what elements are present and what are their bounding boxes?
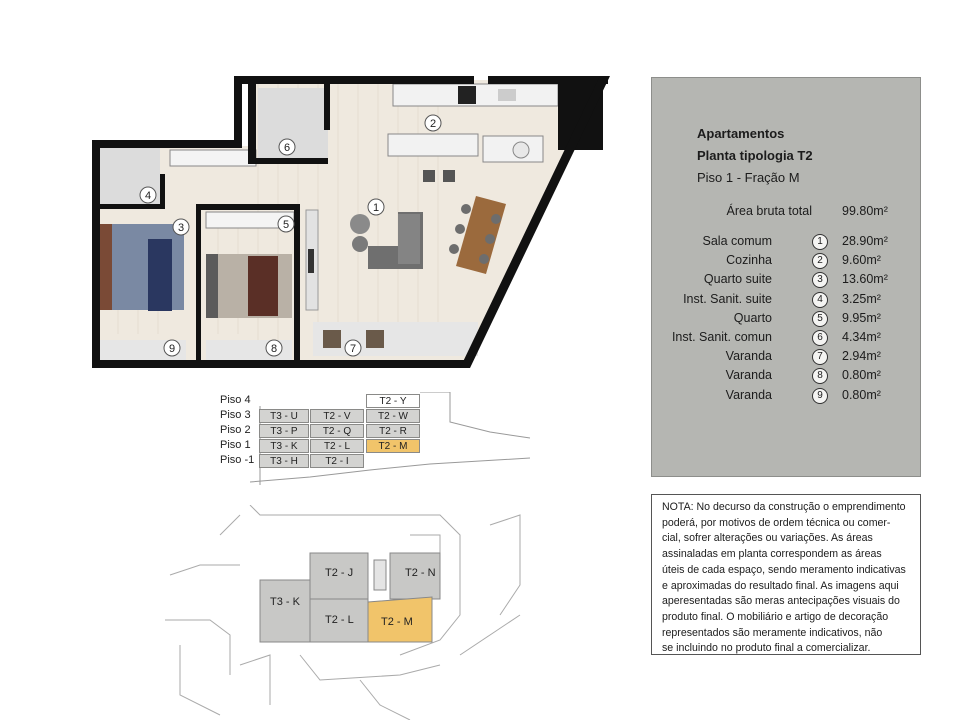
room-number-badge: 5 xyxy=(812,311,828,327)
unit-cell[interactable]: T2 - R xyxy=(366,424,420,438)
room-name: Inst. Sanit. suite xyxy=(683,291,772,306)
room-area-value: 4.34m² xyxy=(842,330,881,344)
unit-cell[interactable]: T3 - U xyxy=(259,409,309,423)
site-unit-l[interactable]: T2 - L xyxy=(325,614,354,626)
site-unit-j[interactable]: T2 - J xyxy=(325,567,354,579)
room-number-badge: 1 xyxy=(812,234,828,250)
floor-label-4: Piso 4 xyxy=(220,394,251,406)
note-line: poderá, por motivos de ordem técnica ou comer- xyxy=(662,516,891,529)
room-name: Varanda xyxy=(725,368,772,383)
total-area-row xyxy=(652,204,922,222)
note-line: úteis de cada espaço, sendo meramento indicativas xyxy=(662,563,906,576)
panel-subtitle: Planta tipologia T2 xyxy=(697,148,813,163)
unit-cell[interactable]: T2 - Q xyxy=(310,424,364,438)
note-line: se incluindo no produto final a comercializar. xyxy=(662,642,871,655)
room-name: Cozinha xyxy=(726,253,772,268)
unit-cell[interactable]: T2 - L xyxy=(310,439,364,453)
plan-label-1: 1 xyxy=(372,202,380,214)
note-line: produto final. O mobiliário e artigo de decoração xyxy=(662,610,889,623)
note-line: cial, sofrer alterações ou variações. As áreas xyxy=(662,532,873,545)
room-name: Varanda xyxy=(725,387,772,402)
floor-label-m1: Piso -1 xyxy=(220,454,255,466)
room-number-badge: 2 xyxy=(812,253,828,269)
room-number-badge: 9 xyxy=(812,388,828,404)
room-area-value: 0.80m² xyxy=(842,368,881,383)
site-unit-k[interactable]: T3 - K xyxy=(270,596,300,608)
note-box xyxy=(651,494,921,655)
room-area-value: 9.95m² xyxy=(842,310,881,325)
plan-label-9: 9 xyxy=(168,343,176,355)
note-line: representados são meramente indicativos, não xyxy=(662,626,883,639)
note-line: NOTA: No decurso da construção o emprendimento xyxy=(662,501,906,513)
total-area-label: Área bruta total xyxy=(726,204,812,218)
room-name: Inst. Sanit. comun xyxy=(671,330,772,344)
room-area-row xyxy=(652,272,922,290)
room-area-row xyxy=(652,234,922,252)
floor-plan xyxy=(88,74,610,368)
unit-cell[interactable]: T3 - P xyxy=(259,424,309,438)
unit-cell[interactable]: T2 - Y xyxy=(366,394,420,408)
plan-label-2: 2 xyxy=(429,118,437,130)
room-area-row xyxy=(652,388,922,406)
room-area-value: 0.80m² xyxy=(842,387,881,402)
site-plan xyxy=(160,505,530,720)
room-name: Quarto suite xyxy=(703,272,772,287)
plan-label-7: 7 xyxy=(349,343,357,355)
room-name: Varanda xyxy=(725,349,772,364)
room-area-value: 2.94m² xyxy=(842,349,881,364)
site-unit-m-highlighted[interactable]: T2 - M xyxy=(381,616,413,628)
room-number-badge: 3 xyxy=(812,272,828,288)
note-line: assinaladas em planta correspondem as áreas xyxy=(662,548,882,561)
room-area-row xyxy=(652,311,922,329)
site-unit-n[interactable]: T2 - N xyxy=(405,567,436,579)
room-area-value: 13.60m² xyxy=(842,272,888,287)
room-number-badge: 6 xyxy=(812,330,828,346)
unit-cell[interactable]: T2 - I xyxy=(310,454,364,468)
site-plan-drawing xyxy=(160,505,530,720)
floor-label-3: Piso 3 xyxy=(220,409,251,421)
unit-cell[interactable]: T3 - K xyxy=(259,439,309,453)
room-number-badge: 8 xyxy=(812,368,828,384)
plan-label-6: 6 xyxy=(283,142,291,154)
note-line: e aproximadas do resultado final. As imagens aqui xyxy=(662,579,899,592)
room-number-badge: 4 xyxy=(812,292,828,308)
unit-cell[interactable]: T2 - V xyxy=(310,409,364,423)
floor-label-1: Piso 1 xyxy=(220,439,251,451)
room-area-row xyxy=(652,292,922,310)
plan-label-3: 3 xyxy=(177,222,185,234)
area-info-panel xyxy=(651,77,921,477)
room-area-value: 9.60m² xyxy=(842,253,881,268)
plan-label-4: 4 xyxy=(144,190,152,202)
floor-label-2: Piso 2 xyxy=(220,424,251,436)
unit-cell[interactable]: T2 - W xyxy=(366,409,420,423)
note-line: aperesentadas são meras antecipações visuais do xyxy=(662,595,900,608)
room-name: Quarto xyxy=(733,310,772,325)
plan-label-5: 5 xyxy=(282,219,290,231)
room-area-row xyxy=(652,368,922,386)
plan-label-8: 8 xyxy=(270,343,278,355)
room-area-value: 28.90m² xyxy=(842,234,888,248)
room-area-row xyxy=(652,330,922,348)
room-area-row xyxy=(652,253,922,271)
room-number-badge: 7 xyxy=(812,349,828,365)
unit-cell-highlighted[interactable]: T2 - M xyxy=(366,439,420,453)
unit-cell[interactable]: T3 - H xyxy=(259,454,309,468)
total-area-value: 99.80m² xyxy=(842,204,888,218)
room-area-row xyxy=(652,349,922,367)
panel-floor: Piso 1 - Fração M xyxy=(697,170,800,185)
panel-title: Apartamentos xyxy=(697,126,785,141)
room-area-value: 3.25m² xyxy=(842,291,881,306)
room-name: Sala comum xyxy=(702,234,772,248)
